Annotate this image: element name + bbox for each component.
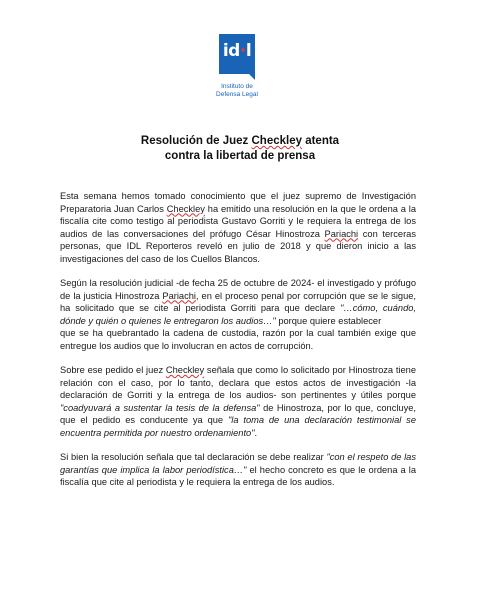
idl-logo-mark: id·l — [219, 34, 255, 74]
paragraph-1: Esta semana hemos tomado conocimiento que el juez supremo de Investigación Preparatoria Juan Carlos Checkley ha emitido una resolución en la que le ordena a la fiscalía cite como testigo al periodista Gustavo Gorriti y le requiera la entrega de los audios de las conversaciones del prófugo César Hinostroza Pariachi con terceras personas, que IDL Reporteros reveló en julio de 2018 y que dieron inicio a las investigaciones del caso de los Cuellos Blancos. — [60, 191, 416, 264]
logo-line2: Defensa Legal — [216, 90, 258, 98]
idl-logo — [214, 34, 260, 98]
logo-letters-post: l — [245, 41, 252, 61]
spellcheck-word: Checkley — [251, 135, 302, 147]
logo-line1: Instituto de — [221, 83, 253, 90]
document-title: Resolución de Juez Checkley atenta contra la libertad de prensa — [140, 135, 340, 162]
paragraph-2: Según la resolución judicial -de fecha 25 de octubre de 2024- el investigado y prófugo de la justicia Hinostroza Pariachi, en el proceso penal por corrupción que se le sigue, ha solicitado que se cite al periodista Gorriti para que declare "…cómo, cuándo, dónde y quién o quienes le entregaron los audios…" porque quiere establecer que se ha quebrantado la cadena de custodia, razón por la cual también exige que entregue los audios que lo involucran en actos de corrupción. — [60, 278, 417, 351]
paragraph-3: Sobre ese pedido el juez Checkley señala que como lo solicitado por Hinostroza tiene relación con el caso, por lo tanto, declara que estos actos de investigación -la declaración de Gorriti y la entrega de los audios- son pertinentes y útiles porque "coadyuvará a sustentar la tesis de la defensa" de Hinostroza, por lo que, concluye, que el pedido es conducente ya que "la toma de una declaración testimonial se encuentra permitida por nuestro ordenamiento". — [60, 365, 417, 438]
paragraph-4: Si bien la resolución señala que tal declaración se debe realizar "con el respeto de las garantías que implica la labor periodística…" el hecho concreto es que le ordena a la fiscalía que cite al periodista y le requiera la entrega de los audios. — [60, 452, 417, 487]
logo-letters-pre: id — [222, 41, 240, 61]
document-body — [60, 190, 416, 501]
logo-text — [214, 83, 260, 98]
